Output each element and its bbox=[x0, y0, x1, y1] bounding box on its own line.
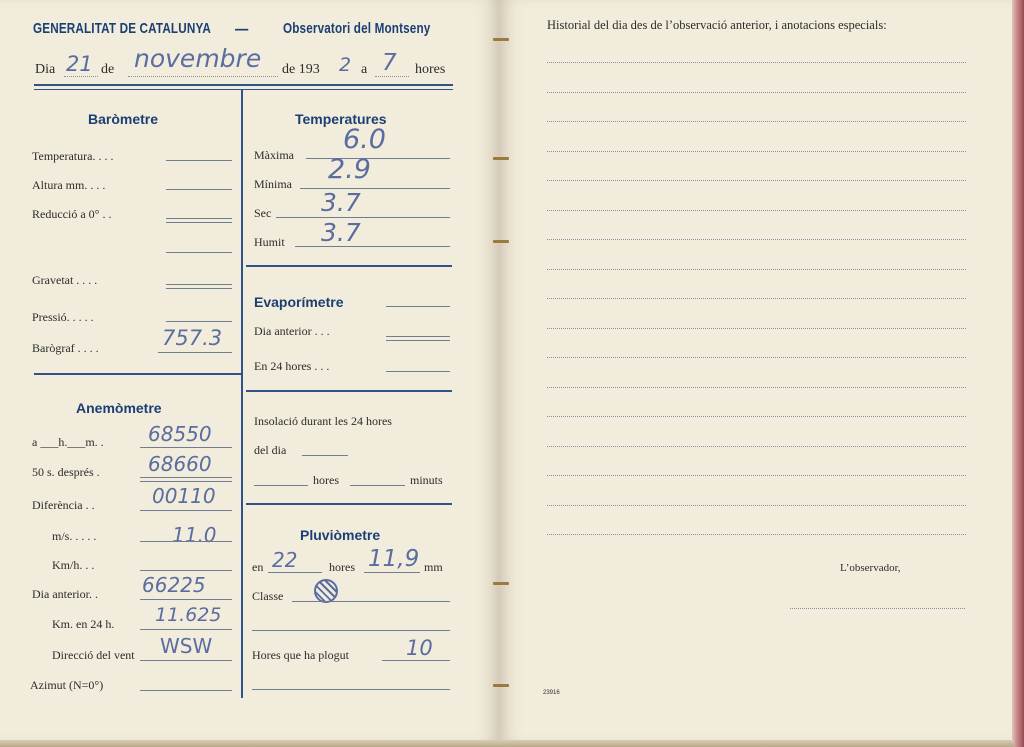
field-line bbox=[140, 599, 232, 600]
field-line bbox=[140, 541, 232, 542]
insolacio-line2: del dia bbox=[254, 443, 287, 457]
barograf-value: 757.3 bbox=[162, 326, 223, 350]
field-line bbox=[166, 189, 232, 190]
date-year-prefix: de 193 bbox=[282, 62, 320, 77]
institution-title: GENERALITAT DE CATALUNYA bbox=[33, 20, 211, 37]
pluviometre-title: Pluviòmetre bbox=[300, 527, 381, 543]
writing-line bbox=[547, 180, 966, 181]
minima-value: 2.9 bbox=[328, 154, 371, 185]
field-line bbox=[382, 660, 450, 661]
day-line bbox=[64, 76, 98, 77]
field-line bbox=[166, 222, 232, 223]
signature-line bbox=[790, 608, 965, 609]
observador-label: L’observador, bbox=[840, 562, 901, 574]
print-code: 23916 bbox=[543, 690, 560, 696]
label-evap-dia-anterior: Dia anterior . . . bbox=[254, 324, 330, 338]
label-km24: Km. en 24 h. bbox=[52, 617, 115, 631]
label-50s: 50 s. després . bbox=[32, 465, 100, 479]
field-line bbox=[140, 481, 232, 482]
field-line bbox=[386, 336, 450, 337]
book-bottom-edge bbox=[0, 740, 1014, 747]
ms-value: 11.0 bbox=[172, 523, 217, 547]
staple bbox=[493, 684, 509, 687]
field-line bbox=[276, 217, 450, 218]
label-direccio: Direcció del vent bbox=[52, 648, 135, 662]
label-evap-24: En 24 hores . . . bbox=[254, 359, 330, 373]
barometre-title: Baròmetre bbox=[88, 111, 159, 127]
insolacio-minuts: minuts bbox=[410, 473, 443, 487]
label-gravetat: Gravetat . . . . bbox=[32, 273, 98, 287]
field-line bbox=[166, 218, 232, 219]
insolacio-line1: Insolació durant les 24 hores bbox=[254, 414, 392, 428]
header-dash: — bbox=[235, 19, 249, 38]
writing-line bbox=[547, 269, 966, 270]
writing-line bbox=[547, 387, 966, 388]
field-line bbox=[386, 340, 450, 341]
label-reduccio: Reducció a 0° . . bbox=[32, 207, 112, 221]
writing-line bbox=[547, 416, 966, 417]
label-diferencia: Diferència . . bbox=[32, 498, 95, 512]
staple bbox=[493, 582, 509, 585]
sec-value: 3.7 bbox=[321, 188, 361, 217]
field-line bbox=[254, 485, 308, 486]
book-edge bbox=[1012, 0, 1024, 747]
field-line bbox=[252, 689, 450, 690]
date-prefix: Dia bbox=[35, 62, 56, 77]
writing-line bbox=[547, 328, 966, 329]
anemometre-title: Anemòmetre bbox=[76, 400, 162, 416]
pluvi-en-value: 22 bbox=[272, 548, 298, 572]
hores-plogut-value: 10 bbox=[406, 636, 433, 660]
label-azimut: Azimut (N=0°) bbox=[30, 678, 104, 692]
writing-line bbox=[547, 446, 966, 447]
label-altura: Altura mm. . . . bbox=[32, 178, 106, 192]
field-line bbox=[140, 477, 232, 478]
label-classe: Classe bbox=[252, 589, 284, 603]
field-line bbox=[166, 288, 232, 289]
field-line bbox=[302, 455, 348, 456]
hour-line bbox=[375, 76, 409, 77]
field-line bbox=[292, 601, 450, 602]
date-de: de bbox=[101, 62, 115, 77]
hours-label: hores bbox=[415, 62, 446, 77]
writing-line bbox=[547, 121, 966, 122]
dia-anterior-value: 66225 bbox=[142, 573, 206, 597]
s50-value: 68660 bbox=[148, 452, 212, 476]
ahm-value: 68550 bbox=[148, 422, 212, 446]
label-barograf: Barògraf . . . . bbox=[32, 341, 99, 355]
field-line bbox=[386, 371, 450, 372]
writing-line bbox=[547, 357, 966, 358]
header-rule-thin bbox=[34, 89, 453, 90]
label-ms: m/s. . . . . bbox=[52, 529, 97, 543]
field-line bbox=[166, 252, 232, 253]
humit-value: 3.7 bbox=[321, 218, 361, 247]
label-pluvi-en: en bbox=[252, 560, 264, 574]
rain-class-symbol bbox=[314, 579, 338, 603]
evaporimetre-title: Evaporímetre bbox=[254, 294, 344, 310]
insolacio-hores: hores bbox=[313, 473, 339, 487]
header-rule bbox=[34, 84, 453, 86]
field-line bbox=[364, 572, 420, 573]
diferencia-value: 00110 bbox=[152, 484, 216, 508]
writing-line bbox=[547, 298, 966, 299]
section-rule bbox=[246, 503, 452, 505]
field-line bbox=[252, 630, 450, 631]
label-pressio: Pressió. . . . . bbox=[32, 310, 94, 324]
writing-line bbox=[547, 505, 966, 506]
field-line bbox=[140, 629, 232, 630]
writing-line bbox=[547, 62, 966, 63]
label-humit: Humit bbox=[254, 235, 285, 249]
field-line bbox=[158, 352, 232, 353]
staple bbox=[493, 38, 509, 41]
label-hores-plogut: Hores que ha plogut bbox=[252, 648, 349, 662]
temperatures-title: Temperatures bbox=[295, 111, 387, 127]
maxima-value: 6.0 bbox=[343, 124, 386, 155]
field-line bbox=[350, 485, 405, 486]
writing-line bbox=[547, 239, 966, 240]
field-line bbox=[268, 572, 322, 573]
field-line bbox=[386, 306, 450, 307]
writing-line bbox=[547, 475, 966, 476]
field-line bbox=[140, 447, 232, 448]
label-pluvi-hores: hores bbox=[329, 560, 355, 574]
label-maxima: Màxima bbox=[254, 148, 294, 162]
field-line bbox=[166, 321, 232, 322]
field-line bbox=[166, 284, 232, 285]
label-sec: Sec bbox=[254, 206, 272, 220]
section-rule bbox=[246, 390, 452, 392]
writing-line bbox=[547, 534, 966, 535]
field-line bbox=[140, 660, 232, 661]
section-rule bbox=[246, 265, 452, 267]
date-year-digit: 2 bbox=[339, 54, 352, 76]
staple bbox=[493, 157, 509, 160]
field-line bbox=[140, 570, 232, 571]
label-temperatura: Temperatura. . . . bbox=[32, 149, 114, 163]
month-line bbox=[128, 76, 278, 77]
section-rule bbox=[34, 373, 241, 375]
pluvi-mm-value: 11,9 bbox=[368, 546, 420, 572]
label-pluvi-mm: mm bbox=[424, 560, 443, 574]
date-a: a bbox=[361, 62, 368, 77]
column-divider bbox=[241, 90, 243, 698]
writing-line bbox=[547, 92, 966, 93]
field-line bbox=[140, 510, 232, 511]
date-hour: 7 bbox=[382, 50, 397, 76]
right-page bbox=[499, 0, 1014, 742]
km24-value: 11.625 bbox=[155, 604, 222, 626]
historial-heading: Historial del dia des de l’observació anterior, i anotacions especials: bbox=[547, 18, 887, 32]
label-kmh: Km/h. . . bbox=[52, 558, 95, 572]
label-dia-anterior: Dia anterior. . bbox=[32, 587, 98, 601]
writing-line bbox=[547, 210, 966, 211]
label-ahm: a ___h.___m. . bbox=[32, 435, 104, 449]
field-line bbox=[295, 246, 450, 247]
date-day: 21 bbox=[66, 52, 93, 76]
writing-line bbox=[547, 151, 966, 152]
date-month: novembre bbox=[134, 44, 262, 73]
observatory-title: Observatori del Montseny bbox=[283, 20, 431, 37]
staple bbox=[493, 240, 509, 243]
direccio-value: WSW bbox=[160, 634, 213, 658]
field-line bbox=[166, 160, 232, 161]
label-minima: Mínima bbox=[254, 177, 292, 191]
field-line bbox=[140, 690, 232, 691]
